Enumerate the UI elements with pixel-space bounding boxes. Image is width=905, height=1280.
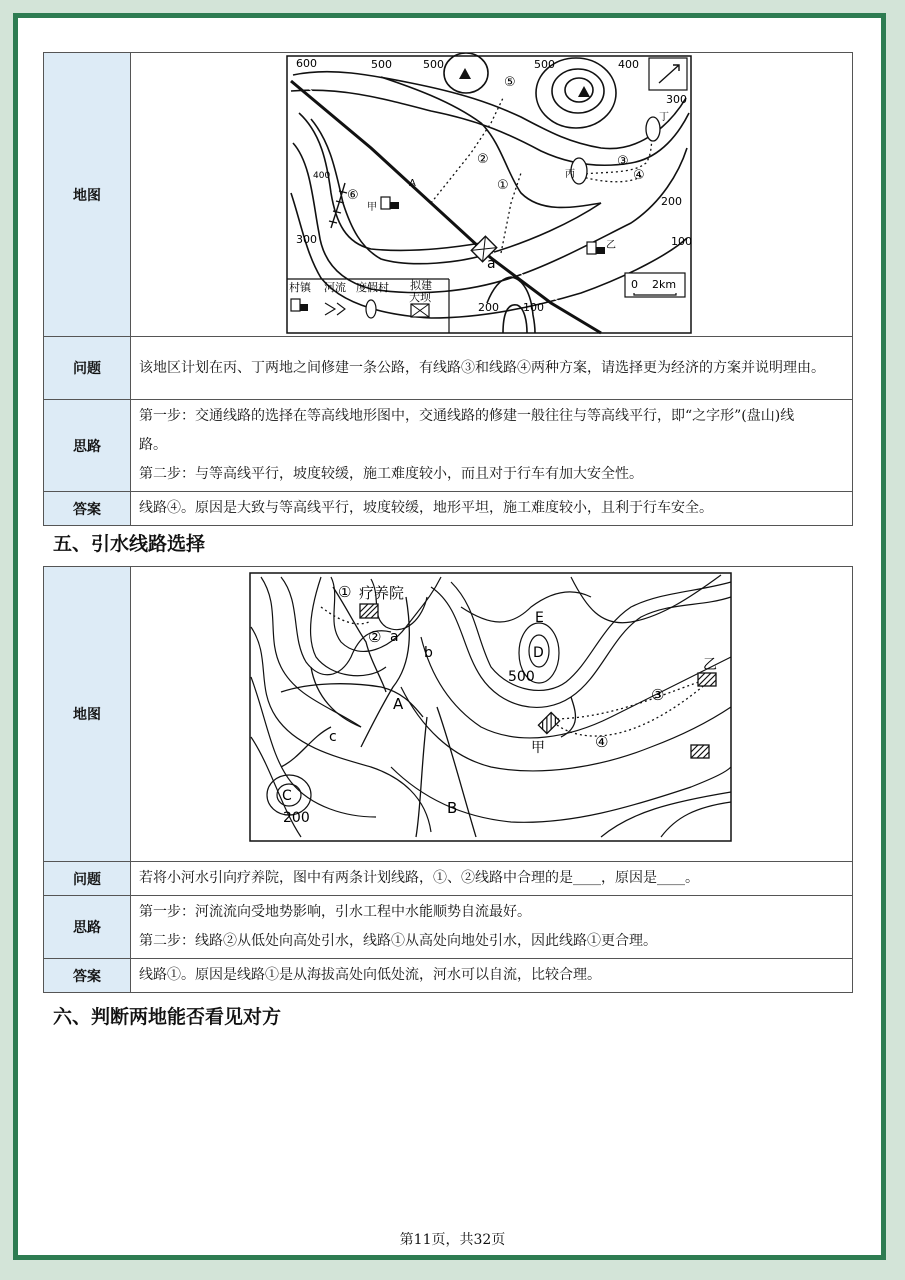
svg-text:400: 400 <box>618 58 639 71</box>
section-5-title: 五、引水线路选择 <box>53 533 206 555</box>
svg-text:100: 100 <box>523 301 544 314</box>
svg-text:200: 200 <box>661 195 682 208</box>
svg-text:⑤: ⑤ <box>504 75 516 90</box>
svg-text:村镇: 村镇 <box>289 281 311 294</box>
svg-text:河流: 河流 <box>324 281 346 294</box>
svg-text:⑥: ⑥ <box>347 188 359 203</box>
svg-text:200: 200 <box>478 301 499 314</box>
svg-text:疗养院: 疗养院 <box>359 584 405 602</box>
site-unnamed-icon <box>691 745 709 758</box>
svg-text:B: B <box>447 799 458 817</box>
map-cell <box>131 567 853 862</box>
svg-text:①: ① <box>497 178 509 193</box>
map-label: 地图 <box>44 53 131 337</box>
question-text: 若将小河水引向疗养院，图中有两条计划线路，①、②线路中合理的是____，原因是____。 <box>131 862 853 896</box>
map-cell <box>131 53 853 337</box>
idea-step-2: 第二步：线路②从低处向高处引水，线路①从高处向地处引水，因此线路①更合理。 <box>139 933 657 949</box>
svg-text:甲: 甲 <box>367 202 377 213</box>
svg-text:500: 500 <box>423 58 444 71</box>
route-selection-table <box>43 52 853 526</box>
contour-map-1 <box>131 53 853 336</box>
svg-text:500: 500 <box>534 58 555 71</box>
svg-text:A: A <box>393 695 404 713</box>
svg-text:A: A <box>409 178 416 189</box>
svg-text:600: 600 <box>296 57 317 70</box>
svg-text:0: 0 <box>631 278 638 291</box>
sanatorium-icon <box>360 604 378 618</box>
svg-text:400: 400 <box>313 171 331 181</box>
svg-text:拟建: 拟建 <box>410 279 432 292</box>
svg-text:③: ③ <box>617 154 629 169</box>
idea-step-1: 第一步：交通线路的选择在等高线地形图中，交通线路的修建一般往往与等高线平行，即“之字形”(盘山)线路。 <box>139 408 795 453</box>
svg-text:度假村: 度假村 <box>356 281 389 294</box>
svg-text:500: 500 <box>508 669 535 685</box>
section-6-title: 六、判断两地能否看见对方 <box>53 1006 282 1028</box>
question-label: 问题 <box>44 337 131 400</box>
svg-text:③: ③ <box>651 686 665 704</box>
svg-text:乙: 乙 <box>606 240 616 251</box>
svg-text:丙: 丙 <box>565 169 575 180</box>
svg-text:甲: 甲 <box>531 740 545 756</box>
svg-text:300: 300 <box>666 93 687 106</box>
svg-text:④: ④ <box>633 168 645 183</box>
svg-text:②: ② <box>368 628 382 646</box>
contour-map-2 <box>131 567 853 861</box>
answer-text: 线路①。原因是线路①是从海拔高处向低处流，河水可以自流，比较合理。 <box>131 959 853 993</box>
idea-label: 思路 <box>44 400 131 492</box>
svg-text:2km: 2km <box>652 278 677 291</box>
page-number: 第11页，共32页 <box>399 1232 506 1248</box>
svg-text:c: c <box>329 729 337 745</box>
answer-text: 线路④。原因是大致与等高线平行，坡度较缓，地形平坦，施工难度较小，且利于行车安全。 <box>131 492 853 526</box>
svg-text:乙: 乙 <box>703 657 717 673</box>
question-text: 该地区计划在丙、丁两地之间修建一条公路，有线路③和线路④两种方案，请选择更为经济的方案并说明理由。 <box>131 337 853 400</box>
svg-text:500: 500 <box>371 58 392 71</box>
svg-text:200: 200 <box>283 810 310 826</box>
svg-text:④: ④ <box>595 733 609 751</box>
svg-text:100: 100 <box>671 235 692 248</box>
svg-text:D: D <box>533 645 544 661</box>
svg-text:a: a <box>487 256 496 272</box>
svg-text:②: ② <box>477 152 489 167</box>
idea-step-1: 第一步：河流流向受地势影响，引水工程中水能顺势自流最好。 <box>139 904 531 920</box>
map-label: 地图 <box>44 567 131 862</box>
svg-text:300: 300 <box>296 233 317 246</box>
idea-text <box>131 400 853 492</box>
water-diversion-table <box>43 566 853 993</box>
question-label: 问题 <box>44 862 131 896</box>
answer-label: 答案 <box>44 492 131 526</box>
svg-text:b: b <box>424 645 433 661</box>
svg-text:C: C <box>282 788 292 804</box>
svg-text:丁: 丁 <box>659 112 669 123</box>
idea-label: 思路 <box>44 896 131 959</box>
svg-text:大坝: 大坝 <box>409 291 431 304</box>
idea-text <box>131 896 853 959</box>
idea-step-2: 第二步：与等高线平行，坡度较缓，施工难度较小，而且对于行车有加大安全性。 <box>139 466 643 482</box>
answer-label: 答案 <box>44 959 131 993</box>
svg-text:E: E <box>535 610 544 626</box>
svg-text:a: a <box>390 629 399 645</box>
svg-text:①: ① <box>338 583 352 601</box>
site-yi-icon <box>698 673 716 686</box>
